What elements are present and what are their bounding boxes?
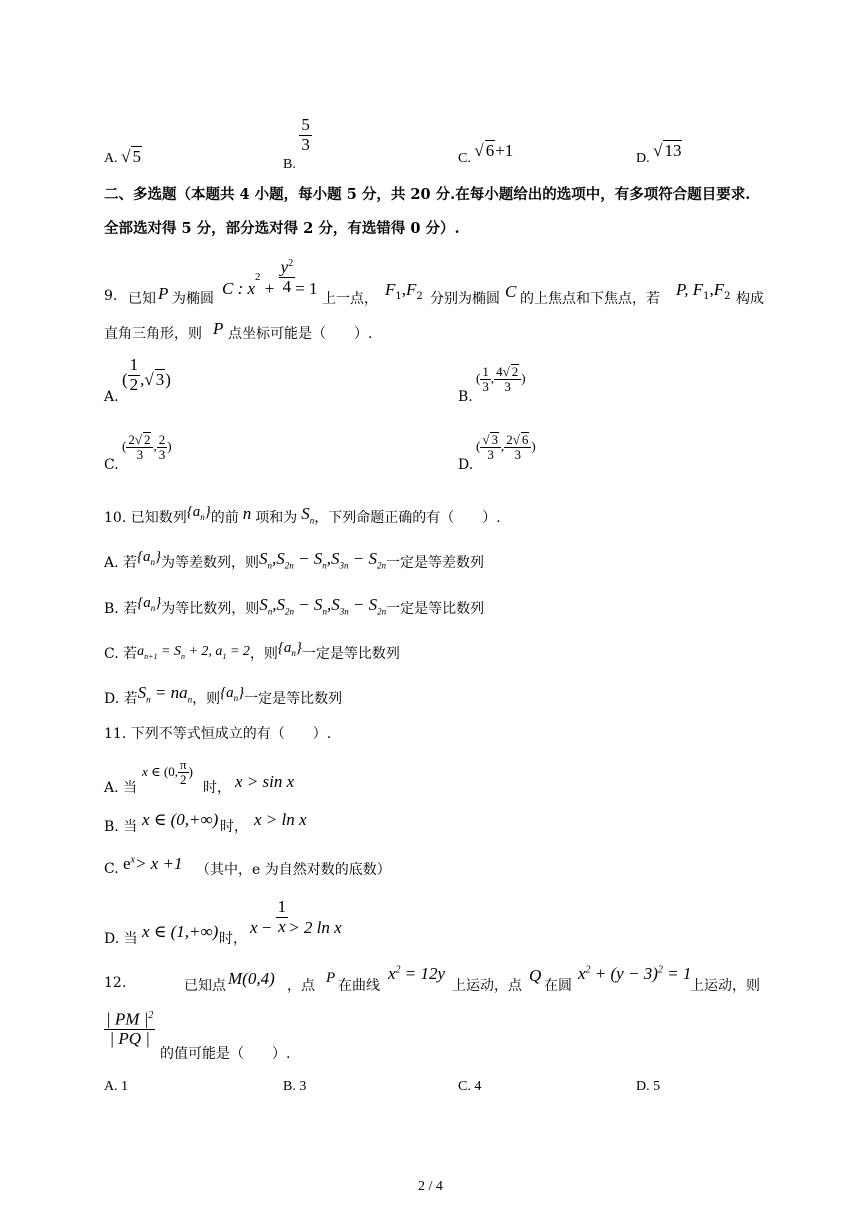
- comma: ,: [140, 370, 145, 390]
- ellipse-rhs: = 1: [295, 278, 318, 298]
- q11-option-c-expr: [123, 854, 183, 874]
- curve-rhs: = 12y: [404, 964, 446, 983]
- q9-text-5: 的上焦点和下焦点，若: [520, 291, 660, 307]
- q9-option-a-label: A.: [104, 389, 119, 405]
- q8-b-fraction: [299, 116, 312, 154]
- denominator: 3: [514, 447, 522, 463]
- q11-stem: 11. 下列不等式恒成立的有（ ）.: [104, 726, 332, 742]
- q12-option-d: D. 5: [636, 1079, 661, 1094]
- section-header-line2: 全部选对得 5 分，部分选对得 2 分，有选错得 0 分）.: [104, 220, 460, 237]
- numerator: 2: [158, 431, 166, 447]
- numerator: 1: [482, 363, 489, 379]
- f-symbol: F: [385, 280, 396, 299]
- option-label: A. 若: [104, 555, 138, 571]
- q11-option-a-ineq: x > sin x: [235, 772, 295, 791]
- subscript: 1: [703, 290, 710, 302]
- fraction: [480, 365, 491, 395]
- sn-symbol: [301, 504, 315, 526]
- paren: ): [167, 438, 172, 454]
- q10-text-2: 的前: [210, 510, 239, 526]
- exponent: 2: [395, 964, 401, 976]
- sum-equation: $S_n = na_n$: [137, 683, 193, 705]
- q9-text-2: 为椭圆: [172, 291, 214, 307]
- q8-option-c: [458, 140, 514, 166]
- q10-text-4: ，下列命题正确的有（ ）.: [314, 510, 501, 526]
- q10-text-1: 10. 已知数列: [104, 510, 187, 526]
- sqrt-symbol: √: [474, 141, 484, 160]
- q9-f1f2: [385, 280, 423, 302]
- q8-d-value: 13: [664, 141, 682, 160]
- exponent: 2: [657, 964, 663, 976]
- plus-sign: +: [260, 278, 279, 298]
- q12-text-4: 上运动，点: [452, 978, 522, 994]
- comma: ,: [490, 370, 495, 386]
- numerator: π: [179, 757, 187, 772]
- q12-q: Q: [529, 966, 542, 985]
- f-symbol: F: [406, 280, 417, 299]
- q12-text-6: 上运动，则: [690, 978, 760, 994]
- comma: ,: [401, 280, 407, 299]
- sqrt-symbol: √: [144, 370, 154, 390]
- option-label: C. 若: [104, 646, 138, 662]
- fraction: [157, 433, 168, 463]
- q11-option-b-set: x ∈ (0,+∞): [142, 810, 219, 829]
- comma: ,: [153, 438, 157, 454]
- subscript: 2: [724, 290, 731, 302]
- q12-point-m: M(0,4): [228, 969, 275, 988]
- fraction: [504, 432, 531, 463]
- paren: (: [476, 370, 481, 386]
- exponent: 2: [255, 270, 261, 283]
- q8-c-rest: +1: [495, 141, 514, 160]
- q10-stem: [104, 504, 501, 528]
- option-label: D.: [636, 151, 650, 166]
- q9-text-4: 分别为椭圆: [430, 291, 500, 307]
- an-set: $\{a_n\}$: [277, 640, 302, 658]
- an-symbol: {a: [186, 504, 201, 520]
- option-label: D. 若: [104, 691, 138, 707]
- paren: (: [122, 370, 128, 390]
- q9-text-3: 上一点，: [322, 291, 378, 307]
- denominator: 3: [482, 378, 489, 394]
- q11-option-b-shi: 时，: [220, 819, 248, 835]
- option-text: 一定是等比数列: [386, 601, 485, 617]
- subscript: 2: [416, 290, 423, 302]
- denominator: 2: [129, 374, 139, 394]
- option-label: A.: [104, 151, 118, 166]
- q9-option-c-value: [122, 432, 172, 463]
- numerator: 1: [277, 897, 287, 916]
- minus-sign: −: [257, 918, 276, 938]
- numerator: 5: [301, 115, 310, 134]
- q10-option-c: [104, 640, 400, 664]
- q10-option-b: [104, 595, 485, 619]
- q9-text-6: 构成: [736, 291, 764, 307]
- sqrt-symbol: √: [121, 147, 131, 166]
- q12-text-7: 的值可能是（ ）.: [160, 1046, 291, 1062]
- q12-number: 12.: [104, 975, 127, 991]
- q9-line2-b: 点坐标可能是（ ）.: [228, 326, 373, 342]
- subscript: 1: [395, 290, 402, 302]
- fraction: [126, 432, 153, 463]
- circle-rhs: = 1: [667, 964, 692, 983]
- comma: ,: [709, 280, 714, 299]
- q9-number: 9.: [104, 288, 118, 304]
- q11-option-d-set: x ∈ (1,+∞): [142, 922, 219, 941]
- x-var: x: [142, 763, 148, 779]
- q9-option-d-value: [476, 432, 536, 463]
- e-symbol: e: [123, 854, 131, 873]
- x-var: x: [250, 918, 258, 938]
- n-symbol: n: [242, 504, 252, 523]
- page-number: 2 / 4: [418, 1179, 443, 1194]
- q11-option-b-ineq: x > ln x: [254, 810, 307, 829]
- option-text: 一定是等比数列: [301, 646, 400, 662]
- q11-option-c-label: C.: [104, 861, 119, 877]
- q9-option-c-label: C.: [104, 457, 119, 473]
- q11-option-a-set: x ∈ (0, $\frac{\pi}{2}$ ): [142, 757, 193, 788]
- q9-text-1: 已知: [128, 291, 156, 307]
- denominator: 2: [180, 772, 187, 788]
- ratio-fraction: [104, 1010, 155, 1049]
- fraction: [178, 758, 189, 788]
- s-sequence: $S_n,S_{2n} - S_n,S_{3n} - S_{2n}$: [259, 595, 387, 617]
- an-set: $\{a_n\}$: [137, 595, 162, 613]
- numerator: 4√ 2: [494, 364, 521, 380]
- q10-text-3: 项和为: [255, 510, 298, 526]
- q11-option-a-label: A. 当: [104, 780, 138, 796]
- option-label: B. 若: [104, 601, 138, 617]
- denominator: 3: [504, 379, 511, 395]
- q11-option-c-note: （其中，e 为自然对数的底数）: [196, 862, 391, 878]
- section-header-line1: 二、多选题（本题共 4 小题，每小题 5 分，共 20 分.在每小题给出的选项中，有多项符合题目要求.: [104, 186, 751, 203]
- numerator: 2√ 6: [504, 432, 531, 448]
- option-text: 一定是等差数列: [385, 555, 484, 571]
- ellipse-lhs: C : x: [222, 278, 256, 298]
- fraction: [494, 364, 521, 395]
- q10-option-a: [104, 549, 484, 573]
- s-sequence: $S_n,S_{2n} - S_n,S_{3n} - S_{2n}$: [259, 549, 386, 571]
- q11-option-b-label: B. 当: [104, 819, 138, 835]
- s-letter: S: [301, 504, 310, 523]
- numerator-var: y: [280, 257, 289, 277]
- q9-option-b-value: [476, 364, 526, 395]
- an-set: $\{a_n\}$: [137, 549, 162, 567]
- numerator-text: | PM |: [106, 1009, 149, 1029]
- numerator: [279, 258, 296, 278]
- q8-option-a: [104, 146, 142, 167]
- q9-p: P: [158, 284, 169, 303]
- denominator: 4: [282, 277, 292, 297]
- q8-option-b: [283, 115, 312, 173]
- paren: (: [122, 438, 127, 454]
- q12-p: P: [326, 970, 336, 986]
- option-text: 为等差数列，则: [161, 555, 260, 571]
- q11-option-d-ineq: [250, 898, 342, 936]
- q12-text-2: ，点: [287, 978, 315, 994]
- option-label: C.: [458, 151, 471, 166]
- denominator: 3: [487, 447, 494, 463]
- paren: ): [165, 370, 171, 390]
- q9-ellipse-equation: [222, 258, 318, 297]
- q11-option-d-label: D. 当: [104, 931, 138, 947]
- q12-option-a: A. 1: [104, 1079, 129, 1094]
- q12-option-b: B. 3: [283, 1079, 307, 1094]
- numerator: [104, 1010, 155, 1030]
- q11-d-rhs: > 2 ln x: [288, 918, 342, 938]
- ellipse-fraction: [279, 258, 296, 297]
- option-text: ，则: [249, 646, 278, 662]
- numerator: √ 3: [480, 432, 501, 448]
- q12-text-1: 已知点: [184, 978, 226, 994]
- q9-line2-a: 直角三角形，则: [104, 326, 202, 342]
- p-f-symbols: P, F: [676, 280, 704, 299]
- circle-mid: + (y − 3): [594, 964, 658, 983]
- paren: ): [531, 438, 536, 454]
- q12-circle: $x^2 + (y - 3)^2 = 1$: [578, 964, 692, 983]
- q12-text-5: 在圆: [544, 978, 572, 994]
- denominator: 3: [158, 446, 166, 462]
- exponent: 2: [148, 1010, 154, 1021]
- q12-curve: $x^2 = 12y$: [388, 964, 446, 983]
- q9-line2-p: P: [213, 319, 224, 338]
- sqrt-symbol: √: [653, 141, 663, 160]
- denominator: | PQ |: [109, 1029, 150, 1049]
- numerator: 2√ 2: [126, 432, 153, 448]
- paren: ): [521, 370, 526, 386]
- exponent: 2: [585, 964, 591, 976]
- q12-text-3: 在曲线: [338, 978, 380, 994]
- q11-option-a-shi: 时，: [203, 780, 231, 796]
- exponent: 2: [288, 258, 294, 269]
- denominator: 3: [136, 447, 144, 463]
- fraction: [128, 356, 141, 394]
- q11-c-rhs: > x +1: [135, 854, 183, 873]
- f-symbol: F: [713, 280, 725, 299]
- q10-option-d: [104, 683, 343, 709]
- subscript: n: [309, 515, 315, 526]
- an-set: $\{a_n\}$: [220, 685, 245, 703]
- option-label: B.: [283, 157, 296, 173]
- comma: ,: [500, 438, 505, 454]
- fraction: [480, 432, 501, 463]
- exponent: x: [130, 854, 135, 866]
- q11-option-d-shi: 时，: [219, 931, 247, 947]
- q9-option-a-value: [122, 356, 171, 394]
- fraction: [276, 898, 289, 936]
- recurrence: $a_{n+1} = S_n + 2$, $a_1 = 2$: [137, 644, 250, 661]
- numerator: 1: [129, 355, 139, 374]
- q9-c: C: [505, 282, 517, 301]
- subscript: n: [200, 512, 205, 522]
- q9-pff: [676, 280, 730, 302]
- q9-option-d-label: D.: [458, 457, 474, 473]
- paren: (: [476, 438, 481, 454]
- option-text: 为等比数列，则: [161, 601, 260, 617]
- q8-option-d: [636, 140, 682, 166]
- q12-option-c: C. 4: [458, 1079, 482, 1094]
- q8-c-radicand: 6: [485, 141, 495, 160]
- denominator: 3: [301, 134, 310, 154]
- denominator: x: [278, 916, 286, 936]
- q8-a-value: 5: [132, 147, 141, 166]
- q12-fraction: [104, 1010, 155, 1049]
- q9-option-b-label: B.: [458, 389, 473, 405]
- option-text: 一定是等比数列: [244, 691, 343, 707]
- radicand: 3: [155, 370, 165, 390]
- option-text: ，则: [192, 691, 221, 707]
- an-set: $\{a_n\}$: [186, 504, 211, 522]
